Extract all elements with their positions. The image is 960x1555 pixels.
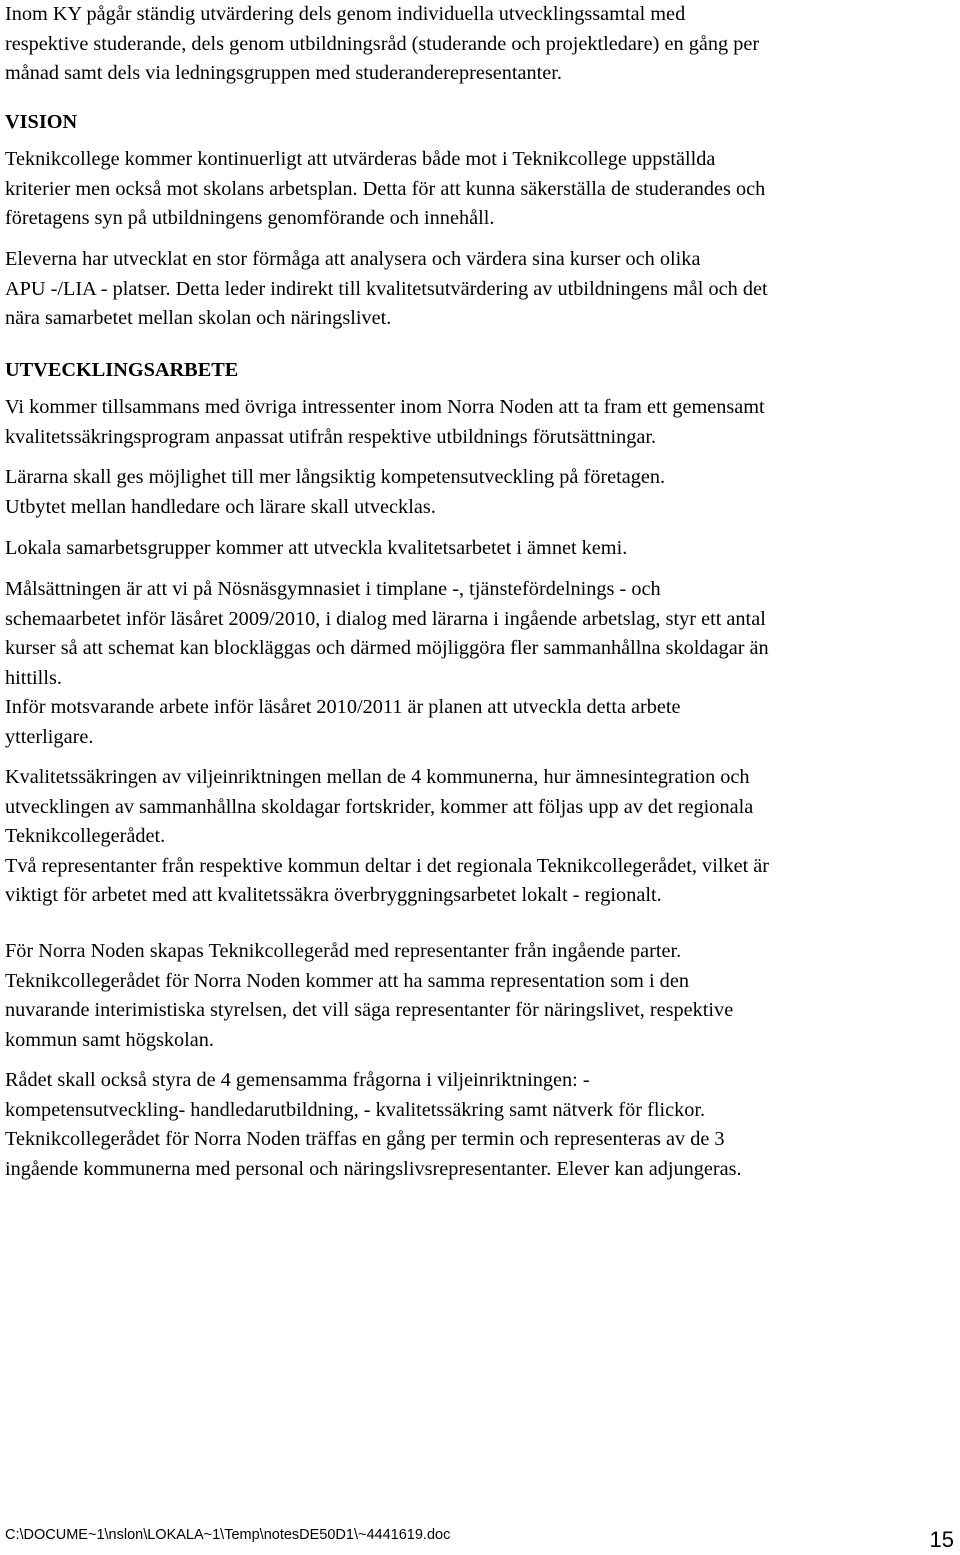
- text-line: utvecklingen av sammanhållna skoldagar fortskrider, kommer att följas upp av det regionala: [5, 795, 754, 818]
- paragraph-utveckling-7: [5, 1066, 957, 1184]
- paragraph-utveckling-1: [5, 393, 957, 452]
- text-line: Rådet skall också styra de 4 gemensamma frågorna i viljeinriktningen: -: [5, 1069, 590, 1091]
- text-line: Utbytet mellan handledare och lärare skall utvecklas.: [5, 495, 436, 518]
- text-line: För Norra Noden skapas Teknikcollegeråd med representanter från ingående parter.: [5, 940, 682, 962]
- text-line: Inom KY pågår ständig utvärdering dels genom individuella utvecklingssamtal med: [5, 3, 686, 25]
- text-line: Lärarna skall ges möjlighet till mer långsiktig kompetensutveckling på företagen.: [5, 466, 666, 488]
- text-line: företagens syn på utbildningens genomförande och innehåll.: [5, 207, 495, 229]
- text-line: ytterligare.: [5, 725, 94, 748]
- footer-file-path: C:\DOCUME~1\nslon\LOKALA~1\Temp\notesDE50D1\~4441619.doc: [5, 1527, 451, 1543]
- text-line: kommun samt högskolan.: [5, 1028, 215, 1051]
- page-number: 15: [929, 1527, 954, 1552]
- heading-vision: VISION: [5, 111, 78, 133]
- text-line: kriterier men också mot skolans arbetsplan. Detta för att kunna säkerställa de studerandes och: [5, 177, 766, 200]
- text-line: Teknikcollegerådet.: [5, 825, 166, 847]
- paragraph-intro: [5, 0, 957, 89]
- text-line: ingående kommunerna med personal och näringslivsrepresentanter. Elever kan adjungeras.: [5, 1157, 742, 1180]
- text-line: Lokala samarbetsgrupper kommer att utveckla kvalitetsarbetet i ämnet kemi.: [5, 537, 628, 559]
- paragraph-vision-1: [5, 145, 957, 234]
- text-line: kompetensutveckling- handledarutbildning, - kvalitetssäkring samt nätverk för flickor.: [5, 1098, 706, 1121]
- heading-utvecklingsarbete: UTVECKLINGSARBETE: [5, 359, 239, 381]
- text-line: månad samt dels via ledningsgruppen med studeranderepresentanter.: [5, 62, 562, 84]
- paragraph-utveckling-3: [5, 534, 957, 564]
- paragraph-utveckling-2: [5, 463, 957, 522]
- text-line: nära samarbetet mellan skolan och näringslivet.: [5, 307, 392, 329]
- text-line: Teknikcollegerådet för Norra Noden kommer att ha samma representation som i den: [5, 969, 689, 992]
- text-line: kurser så att schemat kan blockläggas och därmed möjliggöra fler sammanhållna skoldagar än: [5, 637, 769, 659]
- paragraph-vision-2: [5, 245, 957, 334]
- text-line: kvalitetssäkringsprogram anpassat utifrån respektive utbildnings förutsättningar.: [5, 425, 657, 448]
- text-line: hittills.: [5, 666, 62, 689]
- text-line: Eleverna har utvecklat en stor förmåga att analysera och värdera sina kurser och olika: [5, 248, 701, 270]
- paragraph-utveckling-5: [5, 763, 957, 911]
- text-line: Två representanter från respektive kommun deltar i det regionala Teknikcollegerådet, vilket är: [5, 854, 770, 877]
- text-line: Inför motsvarande arbete inför läsåret 2010/2011 är planen att utveckla detta arbete: [5, 696, 681, 718]
- text-line: Teknikcollegerådet för Norra Noden träffas en gång per termin och representeras av de 3: [5, 1128, 725, 1150]
- text-line: Målsättningen är att vi på Nösnäsgymnasiet i timplane -, tjänstefördelnings - och: [5, 578, 661, 600]
- text-line: nuvarande interimistiska styrelsen, det vill säga representanter för näringslivet, respektive: [5, 999, 734, 1021]
- text-line: Teknikcollege kommer kontinuerligt att utvärderas både mot i Teknikcollege uppställda: [5, 148, 716, 170]
- text-line: respektive studerande, dels genom utbildningsråd (studerande och projektledare) en gång per: [5, 32, 760, 55]
- text-line: APU -/LIA - platser. Detta leder indirekt till kvalitetsutvärdering av utbildningens mål och det: [5, 277, 768, 300]
- text-line: viktigt för arbetet med att kvalitetssäkra överbryggningsarbetet lokalt - regionalt.: [5, 884, 662, 906]
- text-line: schemaarbetet inför läsåret 2009/2010, i dialog med lärarna i ingående arbetslag, styr ett antal: [5, 607, 766, 630]
- text-line: Kvalitetssäkringen av viljeinriktningen mellan de 4 kommunerna, hur ämnesintegration och: [5, 766, 750, 788]
- paragraph-utveckling-6: [5, 937, 957, 1055]
- text-line: Vi kommer tillsammans med övriga intressenter inom Norra Noden att ta fram ett gemensamt: [5, 396, 765, 418]
- paragraph-utveckling-4: [5, 575, 957, 752]
